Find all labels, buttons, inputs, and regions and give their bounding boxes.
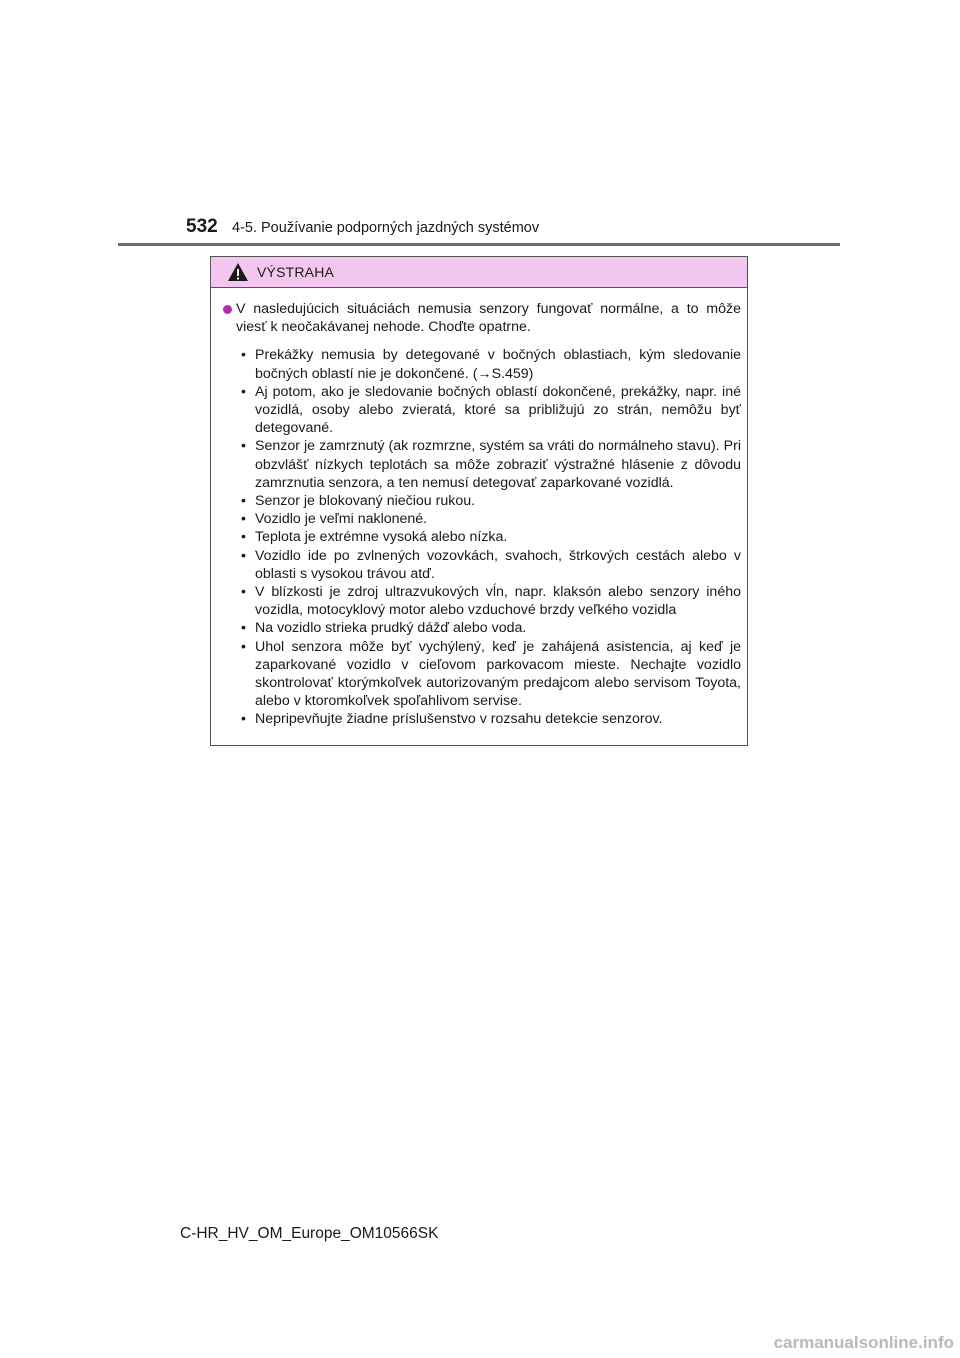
list-item: • Aj potom, ako je sledovanie bočných oblastí dokončené, prekážky, napr. iné vozidlá, osoby alebo zvieratá, ktoré sa približujú zo strán, nemôžu byť detegované. — [241, 383, 741, 437]
list-item: • Uhol senzora môže byť vychýlený, keď je zahájená asistencia, aj keď je zaparkované vozidlo v cieľovom parkovacom mieste. Nechajte vozidlo skontrolovať ktorýmkoľvek autorizovaným predajcom alebo servisom Toyota, alebo v ktoromkoľvek spoľahlivom servise. — [241, 638, 741, 710]
list-item-text: Senzor je zamrznutý (ak rozmrzne, systém sa vráti do normálneho stavu). Pri obzvlášť nízkych teplotách sa môže zobraziť výstražné hlásenie z dôvodu zamrznutia senzora, a ten nemusí detegovať zaparkované vozidlá. — [255, 438, 741, 491]
warning-lead — [223, 300, 741, 336]
warning-triangle-icon — [227, 262, 249, 282]
list-item-text: Na vozidlo strieka prudký dážď alebo voda. — [255, 620, 527, 637]
section-title: 4-5. Používanie podporných jazdných systémov — [232, 220, 540, 236]
warning-header — [211, 257, 747, 288]
list-item: • Nepripevňujte žiadne príslušenstvo v rozsahu detekcie senzorov. — [241, 710, 741, 728]
list-item-text: Uhol senzora môže byť vychýlený, keď je zahájená asistencia, aj keď je zaparkované vozidlo v cieľovom parkovacom mieste. Nechajte vozidlo skontrolovať ktorýmkoľvek autorizovaným predajcom alebo servisom Toyota, alebo v ktoromkoľvek spoľahlivom servise. — [255, 638, 741, 710]
list-item: • Vozidlo je veľmi naklonené. — [241, 510, 741, 528]
warning-title: VÝSTRAHA — [257, 264, 335, 280]
list-item-text: Vozidlo je veľmi naklonené. — [255, 511, 428, 528]
list-item: • Na vozidlo strieka prudký dážď alebo voda. — [241, 619, 741, 637]
list-item: • Prekážky nemusia by detegované v bočných oblastiach, kým sledovanie bočných oblastí nie je dokončené. (→S.459) — [241, 347, 741, 382]
warning-lead-text: V nasledujúcich situáciách nemusia senzory fungovať normálne, a to môže viesť k neočakávanej nehode. Choďte opatrne. — [236, 301, 741, 336]
list-item: • Teplota je extrémne vysoká alebo nízka. — [241, 528, 741, 546]
warning-list — [223, 346, 741, 728]
header-rule — [118, 243, 840, 246]
list-item-text: Aj potom, ako je sledovanie bočných oblastí dokončené, prekážky, napr. iné vozidlá, osoby alebo zvieratá, ktoré sa približujú zo strán, nemôžu byť detegované. — [255, 383, 741, 437]
watermark: carmanualsonline.info — [773, 1333, 954, 1352]
footer-doc-code: C-HR_HV_OM_Europe_OM10566SK — [180, 1225, 439, 1242]
bullet-dot-icon — [223, 305, 232, 314]
list-item: • V blízkosti je zdroj ultrazvukových vĺn, napr. klaksón alebo senzory iného vozidla, motocyklový motor alebo vzduchové brzdy veľkého vozidla — [241, 584, 741, 619]
list-item: • Senzor je blokovaný niečiou rukou. — [241, 492, 741, 510]
page-number: 532 — [186, 216, 218, 237]
warning-body — [211, 288, 747, 729]
list-item: • Senzor je zamrznutý (ak rozmrzne, systém sa vráti do normálneho stavu). Pri obzvlášť nízkych teplotách sa môže zobraziť výstražné hlásenie z dôvodu zamrznutia senzora, a ten nemusí detegovať zaparkované vozidlá. — [241, 438, 741, 491]
list-item-text: Vozidlo ide po zvlnených vozovkách, svahoch, štrkových cestách alebo v oblasti s vysokou trávou atď. — [255, 547, 741, 582]
list-item: • Vozidlo ide po zvlnených vozovkách, svahoch, štrkových cestách alebo v oblasti s vysokou trávou atď. — [241, 547, 741, 582]
list-item-text: Senzor je blokovaný niečiou rukou. — [255, 493, 476, 510]
warning-box — [210, 256, 748, 746]
list-item-text: Nepripevňujte žiadne príslušenstvo v rozsahu detekcie senzorov. — [255, 711, 663, 728]
list-item-text: V blízkosti je zdroj ultrazvukových vĺn, napr. klaksón alebo senzory iného vozidla, motocyklový motor alebo vzduchové brzdy veľkého vozidla — [255, 584, 741, 619]
list-item-text: Teplota je extrémne vysoká alebo nízka. — [255, 529, 508, 546]
list-item-text: Prekážky nemusia by detegované v bočných oblastiach, kým sledovanie bočných oblastí nie je dokončené. (→S.459) — [255, 347, 741, 382]
